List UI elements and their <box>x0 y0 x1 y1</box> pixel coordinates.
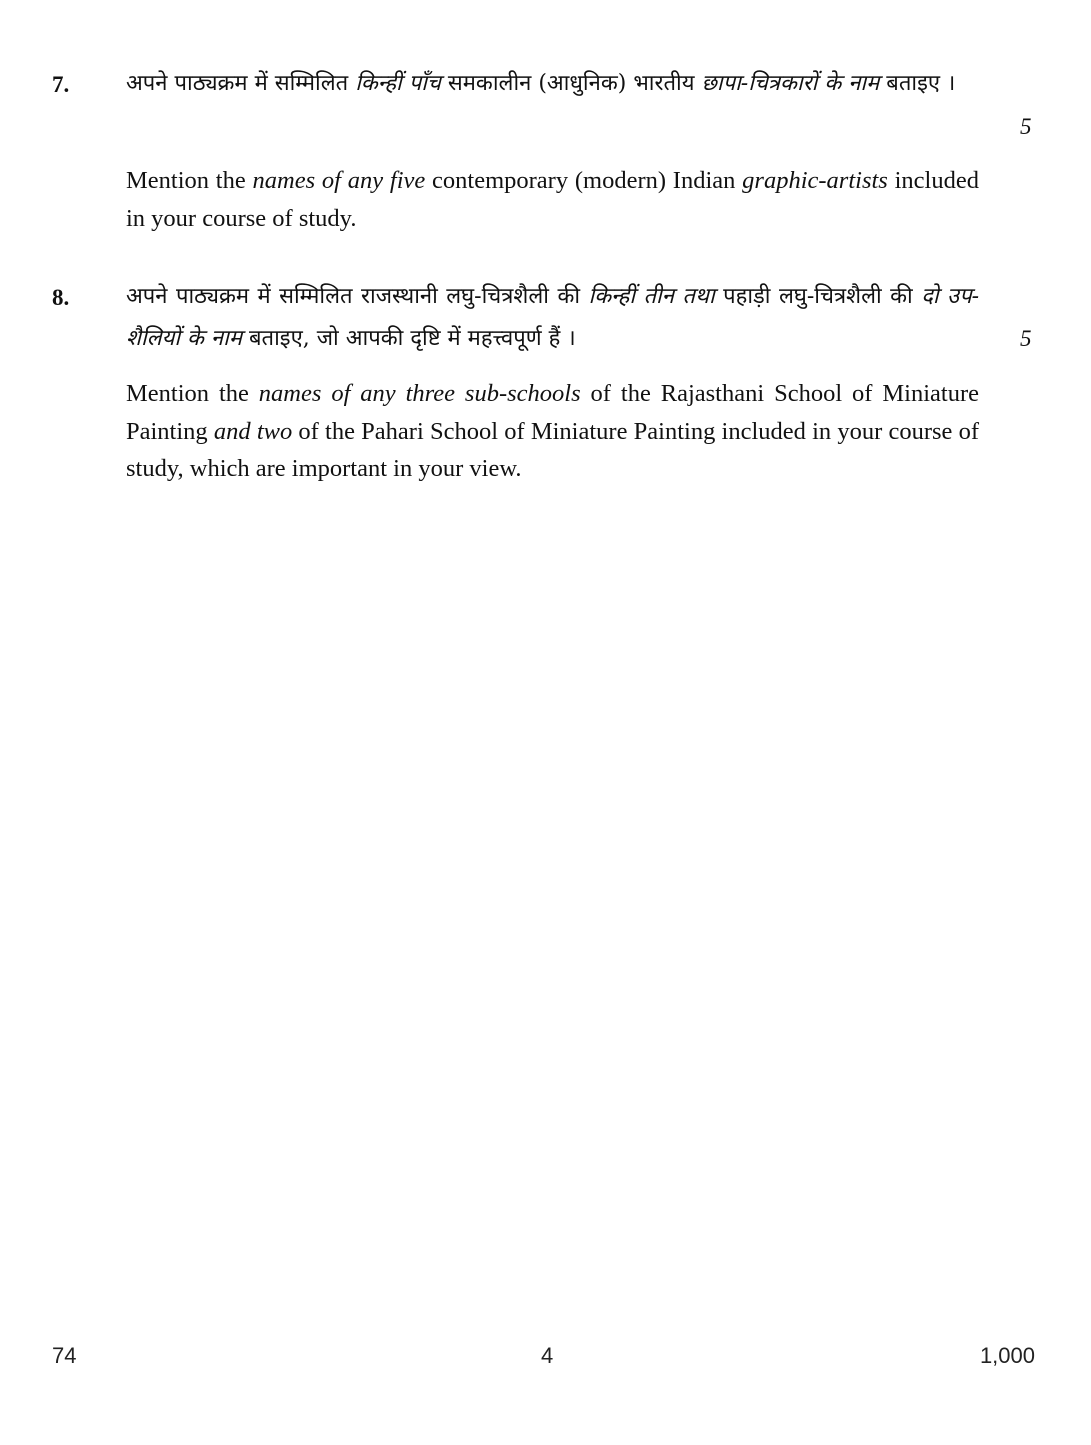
question-hindi-text <box>126 276 979 360</box>
hindi-segment: पहाड़ी लघु-चित्रशैली की <box>714 284 922 309</box>
english-segment: of the Pahari School of Miniature Painting included in your course of study, which are important in your view. <box>126 417 980 482</box>
question-english-text <box>126 375 979 488</box>
hindi-segment: अपने पाठ्यक्रम में सम्मिलित <box>126 71 356 96</box>
paper-code: 74 <box>52 1343 77 1368</box>
question-hindi-text <box>126 63 979 105</box>
hindi-segment: अपने पाठ्यक्रम में सम्मिलित राजस्थानी लघु-चित्रशैली की <box>126 284 589 309</box>
question-number: 7. <box>52 72 70 97</box>
hindi-italic-segment: दो उप-शैलियों के नाम <box>126 284 980 351</box>
english-italic-segment: and two <box>213 417 293 445</box>
english-segment: of the Rajasthani School of Miniature Painting <box>126 380 979 445</box>
print-count: 1,000 <box>979 1343 1035 1368</box>
hindi-italic-segment: किन्हीं पाँच <box>355 71 441 96</box>
english-segment: included in your course of study. <box>126 167 979 232</box>
hindi-segment: समकालीन (आधुनिक) भारतीय <box>440 71 702 96</box>
page-number: 4 <box>541 1343 554 1368</box>
hindi-italic-segment: छापा-चित्रकारों के नाम <box>701 71 880 96</box>
english-italic-segment: names of any five <box>252 167 426 194</box>
english-italic-segment: names of any three sub-schools <box>258 380 581 407</box>
english-segment: Mention the <box>126 380 259 407</box>
english-segment: contemporary (modern) Indian <box>425 167 743 194</box>
question-marks: 5 <box>1020 326 1032 351</box>
question-number: 8. <box>52 285 70 310</box>
hindi-italic-segment: किन्हीं तीन तथा <box>588 284 715 309</box>
question-english-text <box>126 162 979 237</box>
hindi-segment: बताइए । <box>879 71 956 96</box>
question-marks: 5 <box>1020 114 1032 139</box>
english-italic-segment: graphic-artists <box>742 167 888 194</box>
hindi-segment: बताइए, जो आपकी दृष्टि में महत्त्वपूर्ण हैं । <box>241 326 576 351</box>
english-segment: Mention the <box>126 167 253 194</box>
